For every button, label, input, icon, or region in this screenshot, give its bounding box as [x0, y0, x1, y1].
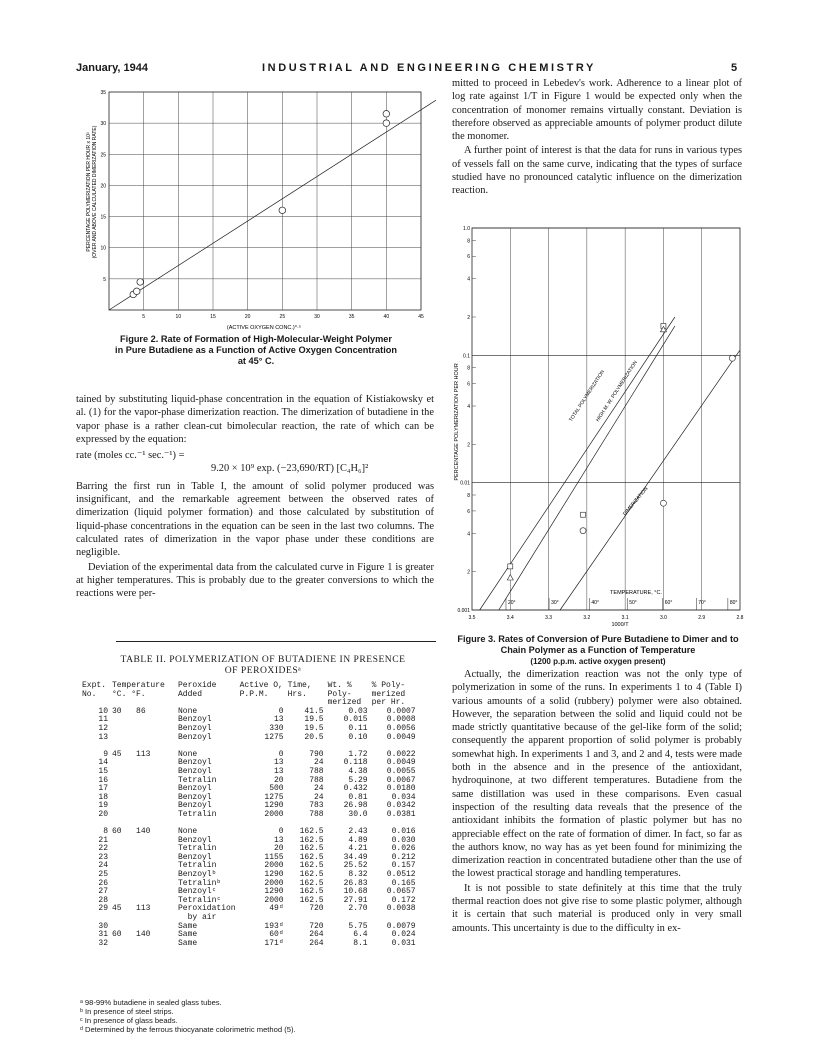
- th-pct: % Poly-merized per Hr.: [371, 681, 406, 708]
- table-cell: 1275: [264, 732, 284, 742]
- table-cell: 0.034: [391, 792, 416, 802]
- table-cell: 20: [274, 775, 284, 785]
- table-cell: 31: [98, 930, 108, 940]
- table-cell: 2000: [264, 861, 284, 871]
- fig3-ytick-label: 4: [467, 404, 470, 411]
- table-cell: Same: [178, 938, 198, 948]
- table-cell: 4.38: [348, 766, 368, 776]
- table-cell: 28: [98, 895, 108, 905]
- table-cell: 0.0180: [386, 784, 416, 794]
- fig2-ytick-label: 5: [103, 276, 106, 283]
- fig2-caption-line-3: at 45° C.: [237, 356, 275, 366]
- table-cell: 11: [98, 715, 108, 725]
- fig3-temp-tick-label: 60°: [664, 600, 673, 606]
- cell-temp-f: 140: [136, 827, 151, 837]
- right-paragraph-1: mitted to proceed in Lebedev's work. Adherence to a linear plot of log rate against 1/T in Figure 1 would be expected only when the concentration of monomer remains virtually constant. Deviation is therefore observed as appreciable amounts of polymer product dilute the monomer.: [452, 78, 742, 143]
- fig3-ytick-label: 2: [467, 315, 470, 322]
- table-cell: 8: [103, 827, 108, 837]
- fig3-point-dimerization: [729, 355, 735, 361]
- table-cell: 13: [274, 715, 284, 725]
- table-top-rule: [116, 641, 436, 642]
- table-cell: 162.5: [299, 895, 324, 905]
- table-cell: 0.0049: [386, 758, 416, 768]
- table-cell: None: [178, 749, 198, 759]
- fig3-ytick-label: 2: [467, 442, 470, 449]
- fig3-point-dimerization: [660, 500, 666, 506]
- fig3-xtick-label: 3.5: [468, 615, 476, 621]
- table-cell: 4.89: [348, 835, 368, 845]
- fig2-frame: [109, 92, 421, 310]
- fig2-xtick-label: 45: [418, 314, 424, 320]
- table-cell: 788: [309, 809, 324, 819]
- table-cell: Benzoyl: [178, 801, 212, 811]
- left-column-text: [76, 393, 434, 601]
- table-cell: 162.5: [299, 887, 324, 897]
- table-row: [80, 811, 418, 820]
- table-cell: 0.0657: [386, 887, 416, 897]
- fig3-temp-tick-label: 20°: [507, 600, 516, 606]
- table-cell: 0.212: [391, 852, 416, 862]
- table-cell: Benzoylᶜ: [178, 887, 217, 897]
- fig3-frame: [472, 228, 740, 610]
- equation-right: 9.20 × 10⁹ exp. (−23,690/RT) [C₄H₆]²: [211, 463, 369, 475]
- right-paragraph-2: A further point of interest is that the data for runs in various types of vessels fall on the same curve, indicating that the types of surface studied have no pronounced catalytic influence on the dimerization reaction.: [452, 145, 742, 197]
- fig3-xtick-label: 3.3: [545, 615, 553, 621]
- header-date: January, 1944: [76, 62, 148, 74]
- table-row: [80, 734, 418, 743]
- table-cell: 49ᵈ: [269, 904, 284, 914]
- fig3-line-label: TOTAL POLYMERIZATION: [568, 369, 607, 424]
- table-cell: 0.0512: [386, 870, 416, 880]
- table-cell: 26.83: [343, 878, 368, 888]
- table-cell: 30: [98, 921, 108, 931]
- table-cell: 162.5: [299, 878, 324, 888]
- fig2-caption-line-2: in Pure Butadiene as a Function of Active Oxygen Concentration: [115, 345, 397, 355]
- th-temp: Temperature °C. °F.: [112, 681, 165, 699]
- table-cell: 2000: [264, 878, 284, 888]
- fig2-xtick-label: 10: [175, 314, 182, 320]
- fig3-temp-tick-label: 30°: [551, 600, 559, 606]
- table-cell: 5.29: [348, 775, 368, 785]
- table-cell: 162.5: [299, 835, 324, 845]
- table2-caption-line-1: TABLE II. POLYMERIZATION OF BUTADIENE IN PRESENCE: [120, 654, 406, 665]
- table-cell: 0.165: [391, 878, 416, 888]
- table-cell: 162.5: [299, 852, 324, 862]
- table-cell: 0.03: [348, 706, 368, 716]
- table-cell: 12: [98, 723, 108, 733]
- table-row: [80, 905, 418, 914]
- table-cell: 24: [314, 792, 324, 802]
- fig3-ytick-label: 6: [467, 254, 470, 261]
- fig3-line-label: HIGH M. W. POLYMERIZATION: [594, 359, 639, 424]
- table-2-body: [80, 708, 418, 949]
- table2-caption-line-2: OF PEROXIDESᵃ: [224, 665, 302, 676]
- right-column-bottom-text: [452, 668, 742, 936]
- fig2-xtick-label: 30: [314, 314, 320, 320]
- fig3-temp-tick-label: 40°: [591, 600, 599, 606]
- table-cell: Benzoyl: [178, 732, 212, 742]
- fig2-data-point: [383, 111, 390, 118]
- table-2-caption: [90, 654, 436, 676]
- table-cell: 330: [269, 723, 284, 733]
- table-cell: 0.0055: [386, 766, 416, 776]
- table-cell: 27.91: [343, 895, 368, 905]
- table-cell: 0.172: [391, 895, 416, 905]
- table-cell: 25: [98, 870, 108, 880]
- table-cell: Peroxidation: [178, 904, 236, 914]
- cell-temp-c: 30: [112, 706, 122, 716]
- table-cell: None: [178, 827, 198, 837]
- cell-temp-c: 60: [112, 930, 122, 940]
- table-cell: 788: [309, 766, 324, 776]
- table-cell: 0.030: [391, 835, 416, 845]
- fig3-xlabel: 1000/T: [611, 622, 629, 628]
- table-cell: 0: [278, 706, 284, 716]
- table-cell: 0.015: [343, 715, 368, 725]
- table-cell: 0.024: [391, 930, 416, 940]
- cell-temp-f: 113: [136, 749, 151, 759]
- fig2-data-point: [137, 279, 144, 286]
- footnote-c: ᶜ In presence of glass beads.: [80, 1016, 178, 1025]
- table-cell: Benzoyl: [178, 723, 212, 733]
- th-peroxide: Peroxide Added: [178, 681, 217, 699]
- table-cell: 41.5: [304, 706, 324, 716]
- fig3-ytick-label: 6: [467, 381, 470, 388]
- table-cell: 193ᵈ: [264, 921, 284, 931]
- footnote-d: ᵈ Determined by the ferrous thiocyanate colorimetric method (5).: [80, 1025, 296, 1034]
- table-cell: 0.0022: [386, 749, 416, 759]
- table-cell: 500: [269, 784, 284, 794]
- fig2-ylabel-2: (OVER AND ABOVE CALCULATED DIMERIZATION RATE): [92, 125, 98, 259]
- fig3-ytick-label: 6: [467, 508, 470, 515]
- table-cell: 0.432: [343, 784, 368, 794]
- table-cell: 1290: [264, 801, 284, 811]
- fig3-point-total: [508, 564, 513, 569]
- fig2-xtick-label: 20: [244, 314, 251, 320]
- fig3-xtick-label: 3.0: [659, 615, 667, 621]
- table-cell: 0.031: [391, 938, 416, 948]
- fig2-data-point: [383, 120, 390, 127]
- fig3-ytick-label: 0.01: [460, 480, 470, 487]
- right-paragraph-3: Actually, the dimerization reaction was not the only type of polymerization in some of the runs. In experiments 1 to 4 (Table I) various amounts of a solid (rubbery) polymer were also obtained. However, the separation between the solid and liquid could not be made strictly quantitative because of the gel-like form of the solid; consequently the apparent proportion of solid polymer is probably somewhat high. In experiments 1 and 3, and 2 and 4, tests were made both in the absence and in the presence of the antioxidant, hydroquinone, at two different temperatures. Butadiene from the same distillation was used in these comparisons. Even casual inspection of the resulting data reveals that the presence of the antioxidant inhibits the formation of plastic polymer but has no appreciable effect on the rate of formation of dimer. In fact, so far as the authors know, no way has as yet been found for minimizing the dimerization reaction in concentrated butadiene other than the use of the lowest practical storage and handling temperatures.: [452, 669, 742, 880]
- table-cell: 0.0038: [386, 904, 416, 914]
- table-cell: 13: [274, 835, 284, 845]
- table-2: [80, 682, 418, 948]
- fig2-ytick-label: 30: [100, 121, 106, 128]
- table-cell: 20: [274, 844, 284, 854]
- table-cell: Benzoyl: [178, 852, 212, 862]
- fig3-xtick-label: 3.1: [621, 615, 629, 621]
- table-cell: 23: [98, 852, 108, 862]
- table-cell: Tetralin: [178, 775, 217, 785]
- table-cell: 162.5: [299, 827, 324, 837]
- figure-2-caption: [76, 334, 436, 367]
- fig2-ytick-label: 20: [100, 183, 106, 190]
- table-cell: Benzoyl: [178, 715, 212, 725]
- table-cell: 24: [98, 861, 108, 871]
- cell-temp-c: 45: [112, 749, 122, 759]
- fig3-ytick-label: 8: [467, 365, 470, 372]
- cell-temp-f: 113: [136, 904, 151, 914]
- table-cell: 1290: [264, 887, 284, 897]
- fig2-caption-line-1: Figure 2. Rate of Formation of High-Molecular-Weight Polymer: [120, 334, 392, 344]
- table-cell: 2000: [264, 809, 284, 819]
- table-cell: 13: [274, 766, 284, 776]
- fig3-ytick-label: 1.0: [463, 226, 470, 232]
- left-paragraph-3: Deviation of the experimental data from the calculated curve in Figure 1 is greater at higher temperatures. This is probably due to the greater conversions to which the reactions were per-: [76, 561, 434, 600]
- fig3-point-dimerization: [580, 528, 586, 534]
- footnote-b: ᵇ In presence of steel strips.: [80, 1007, 174, 1016]
- fig2-ytick-label: 15: [100, 214, 106, 221]
- table-cell: 264: [309, 938, 324, 948]
- table-cell: 24: [314, 784, 324, 794]
- table-cell: 162.5: [299, 861, 324, 871]
- table-cell: 0.0008: [386, 715, 416, 725]
- fig2-xtick-label: 40: [383, 314, 390, 320]
- fig2-ytick-label: 35: [100, 90, 106, 96]
- fig3-ytick-label: 4: [467, 531, 470, 538]
- table-cell: 19: [98, 801, 108, 811]
- table-cell: 788: [309, 775, 324, 785]
- table-cell: 9: [103, 749, 108, 759]
- table-cell: 19.5: [304, 723, 324, 733]
- fig3-xtick-label: 3.4: [506, 615, 514, 621]
- table-cell: 171ᵈ: [264, 938, 284, 948]
- fig2-ytick-label: 10: [100, 245, 106, 252]
- th-time: Time, Hrs.: [287, 681, 312, 699]
- fig2-xtick-label: 15: [210, 314, 216, 320]
- table-cell: Benzoylᵇ: [178, 870, 217, 880]
- table-cell: Benzoyl: [178, 835, 212, 845]
- table-cell: 14: [98, 758, 108, 768]
- table-cell: 21: [98, 835, 108, 845]
- table-cell: 264: [309, 930, 324, 940]
- fig2-xtick-label: 25: [279, 314, 286, 320]
- fig3-caption-line-1: Figure 3. Rates of Conversion of Pure Butadiene to Dimer and to: [457, 634, 739, 644]
- th-wt: Wt. % Poly-merized: [327, 681, 362, 708]
- table-cell: 26.98: [343, 801, 368, 811]
- fig3-ylabel: PERCENTAGE POLYMERIZATION PER HOUR: [454, 363, 460, 481]
- cell-temp-c: 45: [112, 904, 122, 914]
- fig3-ytick-label: 0.001: [457, 608, 470, 614]
- table-cell: 2000: [264, 895, 284, 905]
- table-cell: 0.157: [391, 861, 416, 871]
- table-cell: 34.49: [343, 852, 368, 862]
- table-cell: 0.026: [391, 844, 416, 854]
- table-cell: 0.81: [348, 792, 368, 802]
- table-cell: Same: [178, 921, 198, 931]
- fig3-line-label: DIMERIZATION: [622, 485, 650, 518]
- table-cell: 1.72: [348, 749, 368, 759]
- figure-2-chart: [76, 82, 436, 332]
- table-cell: by air: [178, 913, 217, 923]
- table-cell: 6.4: [353, 930, 368, 940]
- table-cell: 0.10: [348, 732, 368, 742]
- table-cell: None: [178, 706, 198, 716]
- table-cell: 32: [98, 938, 108, 948]
- table-cell: 720: [309, 921, 324, 931]
- table-cell: 2.43: [348, 827, 368, 837]
- fig2-xtick-label: 35: [348, 314, 355, 320]
- left-paragraph-1: tained by substituting liquid-phase concentration in the equation of Kistiakowsky et al. (1) for the vapor-phase dimerization reaction. The dimerization of butadiene in the vapor phase is a rather clean-cut bimolecular reaction, the rate of which can be expressed by the equation:: [76, 394, 434, 445]
- th-expt: Expt. No.: [82, 681, 107, 699]
- table-cell: 162.5: [299, 844, 324, 854]
- table-2-footnotes: [80, 998, 436, 1034]
- table-cell: 25.52: [343, 861, 368, 871]
- table-header-row: [80, 682, 418, 708]
- table-cell: Benzoyl: [178, 766, 212, 776]
- table-cell: 790: [309, 749, 324, 759]
- table-cell: 2.70: [348, 904, 368, 914]
- table-cell: 0.0007: [386, 706, 416, 716]
- fig2-ylabel-1: PERCENTAGE POLYMERIZATION PER HOUR x 10³: [86, 132, 92, 252]
- table-cell: 24: [314, 758, 324, 768]
- fig3-ytick-label: 8: [467, 493, 470, 500]
- table-cell: 10.68: [343, 887, 368, 897]
- table-cell: 0.0381: [386, 809, 416, 819]
- table-cell: 8.32: [348, 870, 368, 880]
- table-cell: Same: [178, 930, 198, 940]
- table-cell: 20: [98, 809, 108, 819]
- right-paragraph-4: It is not possible to state definitely at this time that the truly thermal reaction does not give rise to some plastic polymer, although it is certain that such material is produced only in very small amounts. This uncertainty is due to the difficulty in ex-: [452, 882, 742, 934]
- fig3-temp-tick-label: 80°: [729, 600, 738, 606]
- table-cell: 16: [98, 775, 108, 785]
- table-cell: Tetralinᶜ: [178, 895, 222, 905]
- equation-left: rate (moles cc.⁻¹ sec.⁻¹) =: [76, 450, 185, 462]
- table-cell: 0.0049: [386, 732, 416, 742]
- table-cell: 19.5: [304, 715, 324, 725]
- table-cell: 0.016: [391, 827, 416, 837]
- table-cell: 8.1: [353, 938, 368, 948]
- table-cell: 5.75: [348, 921, 368, 931]
- table-cell: Benzoyl: [178, 784, 212, 794]
- table-cell: 13: [98, 732, 108, 742]
- fig3-caption-line-2: Chain Polymer as a Function of Temperature: [500, 645, 696, 655]
- table-cell: 0.0056: [386, 723, 416, 733]
- fig3-xtick-label: 2.8: [736, 615, 744, 621]
- fig3-point-high-mw: [507, 574, 513, 580]
- journal-title: INDUSTRIAL AND ENGINEERING CHEMISTRY: [262, 62, 596, 74]
- table-cell: 0.0079: [386, 921, 416, 931]
- page-number: 5: [731, 62, 738, 74]
- left-paragraph-2: Barring the first run in Table I, the amount of solid polymer produced was insignificant, and the remarkable agreement between the observed rates of dimerization (liquid polymer formation) and those calculated by substitution of liquid-phase concentrations in the equation can be seen in the last two columns. The calculated rates of dimerization in the vapor phase under these conditions are negligible.: [76, 480, 434, 559]
- table-cell: 720: [309, 904, 324, 914]
- table-cell: Tetralin: [178, 844, 217, 854]
- th-active-o: Active O, P.P.M.: [239, 681, 283, 699]
- table-cell: Benzoyl: [178, 792, 212, 802]
- fig2-data-point: [133, 288, 140, 295]
- fig3-ytick-label: 4: [467, 276, 470, 283]
- table-cell: 1275: [264, 792, 284, 802]
- fig3-temp-tick-label: 70°: [698, 600, 706, 606]
- table-row: [80, 940, 418, 949]
- table-cell: 0.118: [343, 758, 368, 768]
- table-cell: 0.0067: [386, 775, 416, 785]
- fig3-xtick-label: 3.2: [583, 615, 591, 621]
- table-cell: 26: [98, 878, 108, 888]
- table-cell: 1290: [264, 870, 284, 880]
- footnote-a: ᵃ 98-99% butadiene in sealed glass tubes.: [80, 998, 222, 1007]
- table-cell: 1155: [264, 852, 284, 862]
- table-cell: Tetralinᵇ: [178, 878, 222, 888]
- fig2-xtick-label: 5: [142, 314, 146, 320]
- fig2-xlabel: (ACTIVE OXYGEN CONC.)⁰·⁵: [226, 325, 302, 331]
- table-cell: Benzoyl: [178, 758, 212, 768]
- cell-temp-c: 60: [112, 827, 122, 837]
- table-cell: 0.0342: [386, 801, 416, 811]
- table-cell: 0: [278, 749, 284, 759]
- figure-3-chart: [452, 222, 744, 630]
- table-cell: 4.21: [348, 844, 368, 854]
- table-cell: 13: [274, 758, 284, 768]
- table-cell: 18: [98, 792, 108, 802]
- cell-temp-f: 140: [136, 930, 151, 940]
- table-cell: 17: [98, 784, 108, 794]
- table-cell: 29: [98, 904, 108, 914]
- table-cell: 15: [98, 766, 108, 776]
- table-cell: 27: [98, 887, 108, 897]
- fig3-xtick-label: 2.9: [698, 615, 706, 621]
- fig3-caption-line-3: (1200 p.p.m. active oxygen present): [530, 657, 666, 666]
- fig3-ytick-label: 0.1: [463, 353, 470, 360]
- table-cell: 162.5: [299, 870, 324, 880]
- fig2-data-point: [279, 207, 286, 214]
- table-cell: 30.0: [348, 809, 368, 819]
- table-cell: 10: [98, 706, 108, 716]
- table-cell: 60ᵈ: [269, 930, 284, 940]
- fig3-ytick-label: 2: [467, 569, 470, 576]
- table-cell: [110, 940, 176, 949]
- fig3-temp-label: TEMPERATURE, °C.: [610, 590, 662, 596]
- fig3-point-total: [581, 512, 586, 517]
- right-column-top-text: [452, 77, 742, 199]
- fig2-ytick-label: 25: [100, 152, 106, 159]
- table-cell: Tetralin: [178, 809, 217, 819]
- fig3-ytick-label: 8: [467, 238, 470, 245]
- table-cell: 20.5: [304, 732, 324, 742]
- table-cell: 0: [278, 827, 284, 837]
- figure-3-caption: [452, 634, 744, 667]
- table-cell: 22: [98, 844, 108, 854]
- table-cell: Tetralin: [178, 861, 217, 871]
- cell-temp-f: 86: [136, 706, 146, 716]
- fig3-temp-tick-label: 50°: [629, 600, 637, 606]
- table-cell: 0.11: [348, 723, 368, 733]
- table-cell: 783: [309, 801, 324, 811]
